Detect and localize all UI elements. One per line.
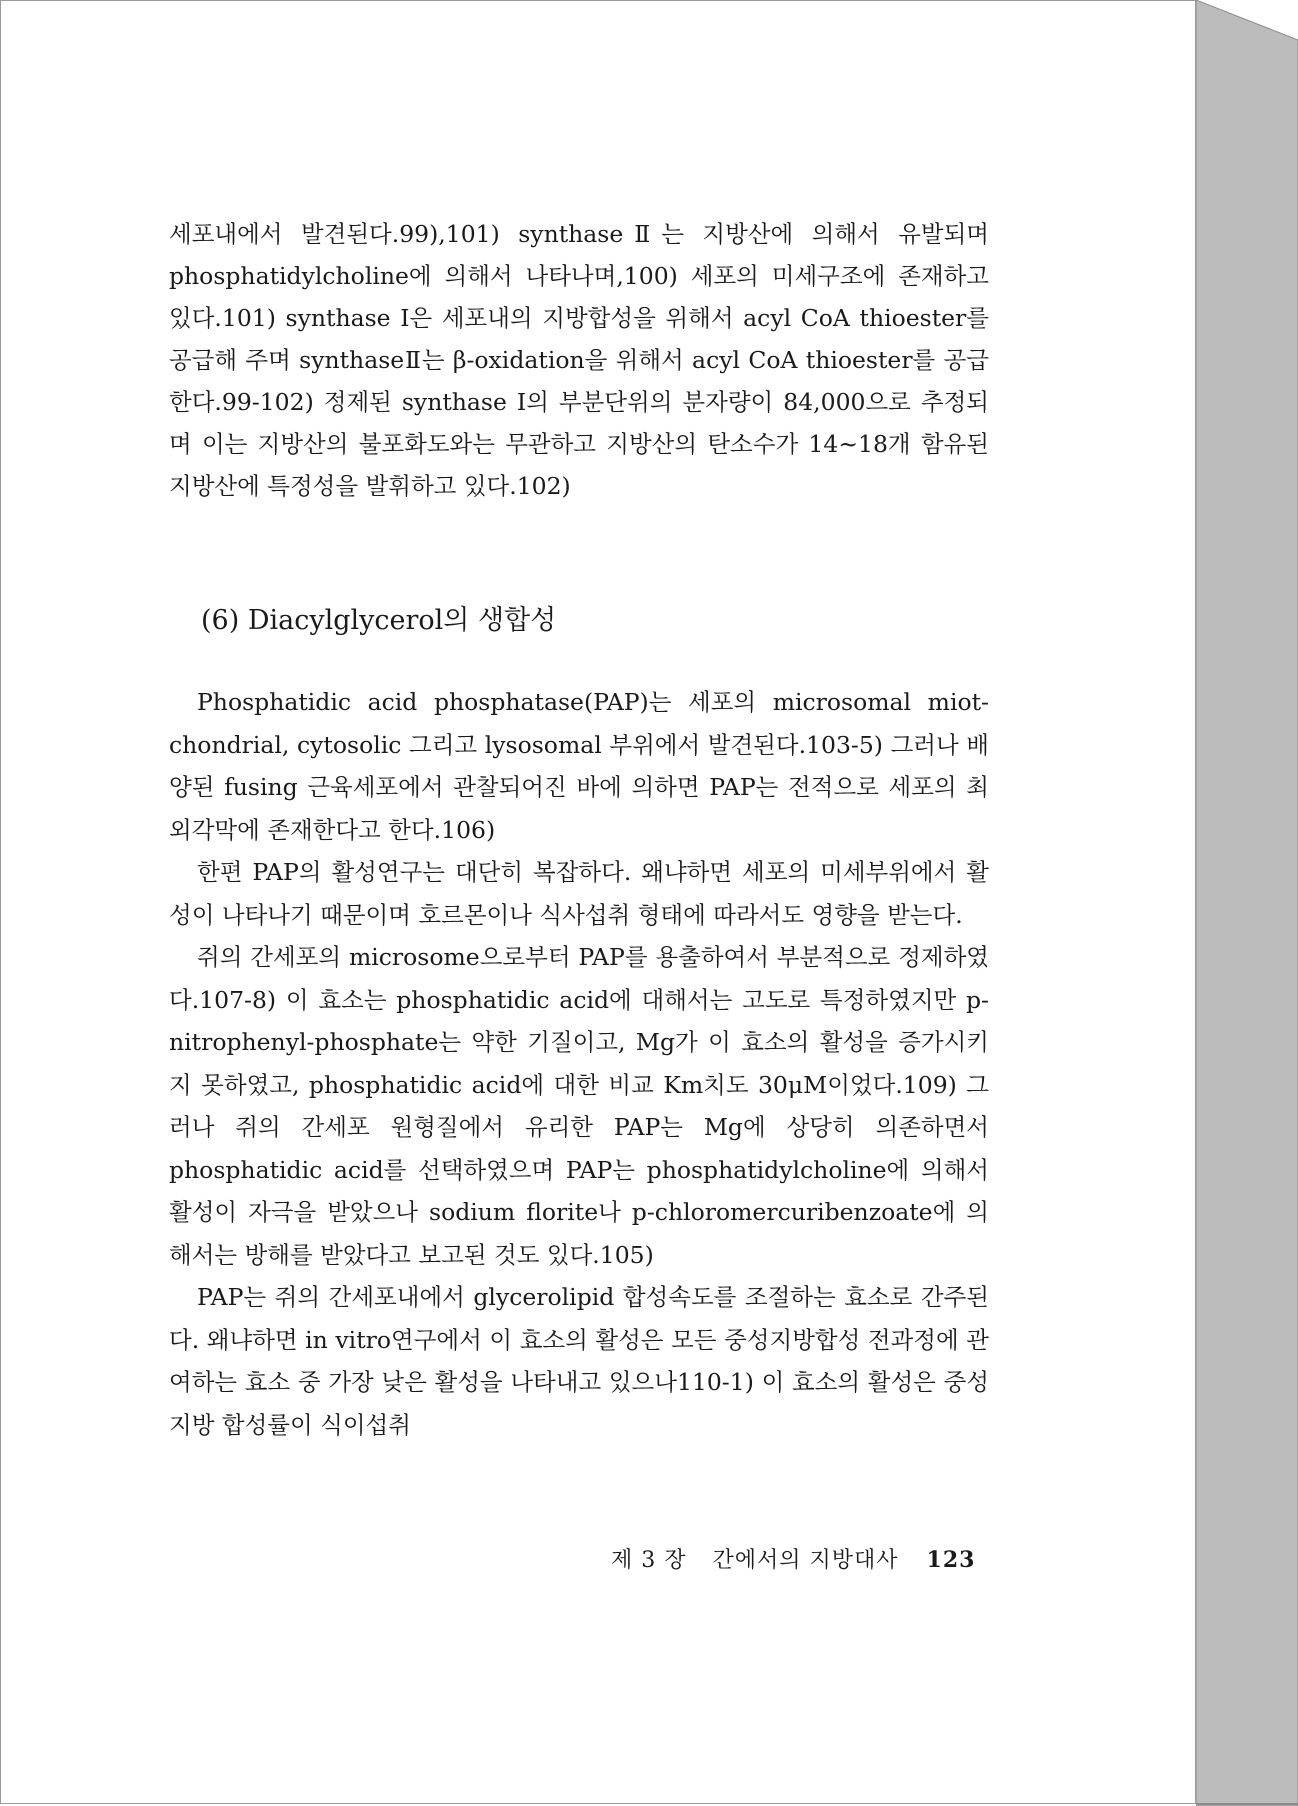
continued-paragraph bbox=[169, 213, 989, 507]
section-heading: (6) Diacylglycerol의 생합성 bbox=[201, 605, 557, 636]
paragraph-2: 한편 PAP의 활성연구는 대단히 복잡하다. 왜냐하면 세포의 미세부위에서 활성이 나타나기 때문이며 호르몬이나 식사섭취 형태에 따라서도 영향을 받는다. bbox=[169, 858, 989, 929]
section-body bbox=[169, 681, 989, 1446]
paragraph-4: PAP는 쥐의 간세포내에서 glycerolipid 합성속도를 조절하는 효소로 간주된다. 왜냐하면 in vitro연구에서 이 효소의 활성은 모든 중성지방합성 전과정에 관여하는 효소 중 가장 낮은 활성을 나타내고 있으나110-1) 이 효소의 활성은 중성지방 합성률이 식이섭취 bbox=[169, 1283, 989, 1439]
paragraph-1: Phosphatidic acid phosphatase(PAP)는 세포의 microsomal miot-chondrial, cytosolic 그리고 lysosomal 부위에서 발견된다.103-5) 그러나 배양된 fusing 근육세포에서 관찰되어진 바에 의하면 PAP는 전적으로 세포의 최외각막에 존재한다고 한다.106) bbox=[169, 688, 989, 844]
paragraph-3: 쥐의 간세포의 microsome으로부터 PAP를 용출하여서 부분적으로 정제하였다.107-8) 이 효소는 phosphatidic acid에 대해서는 고도로 특정하였지만 p-nitrophenyl-phosphate는 약한 기질이고, Mg가 이 효소의 활성을 증가시키지 못하였고, phosphatidic acid에 대한 비교 Km치도 30μM이었다.109) 그러나 쥐의 간세포 원형질에서 유리한 PAP는 Mg에 상당히 의존하면서 phosphatidic acid를 선택하였으며 PAP는 phosphatidylcholine에 의해서 활성이 자극을 받았으나 sodium florite나 p-chloromercuribenzoate에 의해서는 방해를 받았다고 보고된 것도 있다.105) bbox=[169, 943, 989, 1269]
footer-chapter: 제 3 장 bbox=[611, 1548, 687, 1573]
book-edge-shadow bbox=[1196, 0, 1298, 1806]
page-footer bbox=[611, 1543, 975, 1574]
paragraph-text: 세포내에서 발견된다.99),101) synthaseⅡ는 지방산에 의해서 유발되며 phosphatidylcholine에 의해서 나타나며,100) 세포의 미세구조에 존재하고 있다.101) synthase I은 세포내의 지방합성을 위해서 acyl CoA thioester를 공급해 주며 synthaseⅡ는 β-oxidation을 위해서 acyl CoA thioester를 공급한다.99-102) 정제된 synthase I의 부분단위의 분자량이 84,000으로 추정되며 이는 지방산의 불포화도와는 무관하고 지방산의 탄소수가 14~18개 함유된 지방산에 특정성을 발휘하고 있다.102) bbox=[169, 220, 989, 500]
page-number: 123 bbox=[926, 1547, 976, 1573]
footer-title: 간에서의 지방대사 bbox=[712, 1548, 899, 1573]
